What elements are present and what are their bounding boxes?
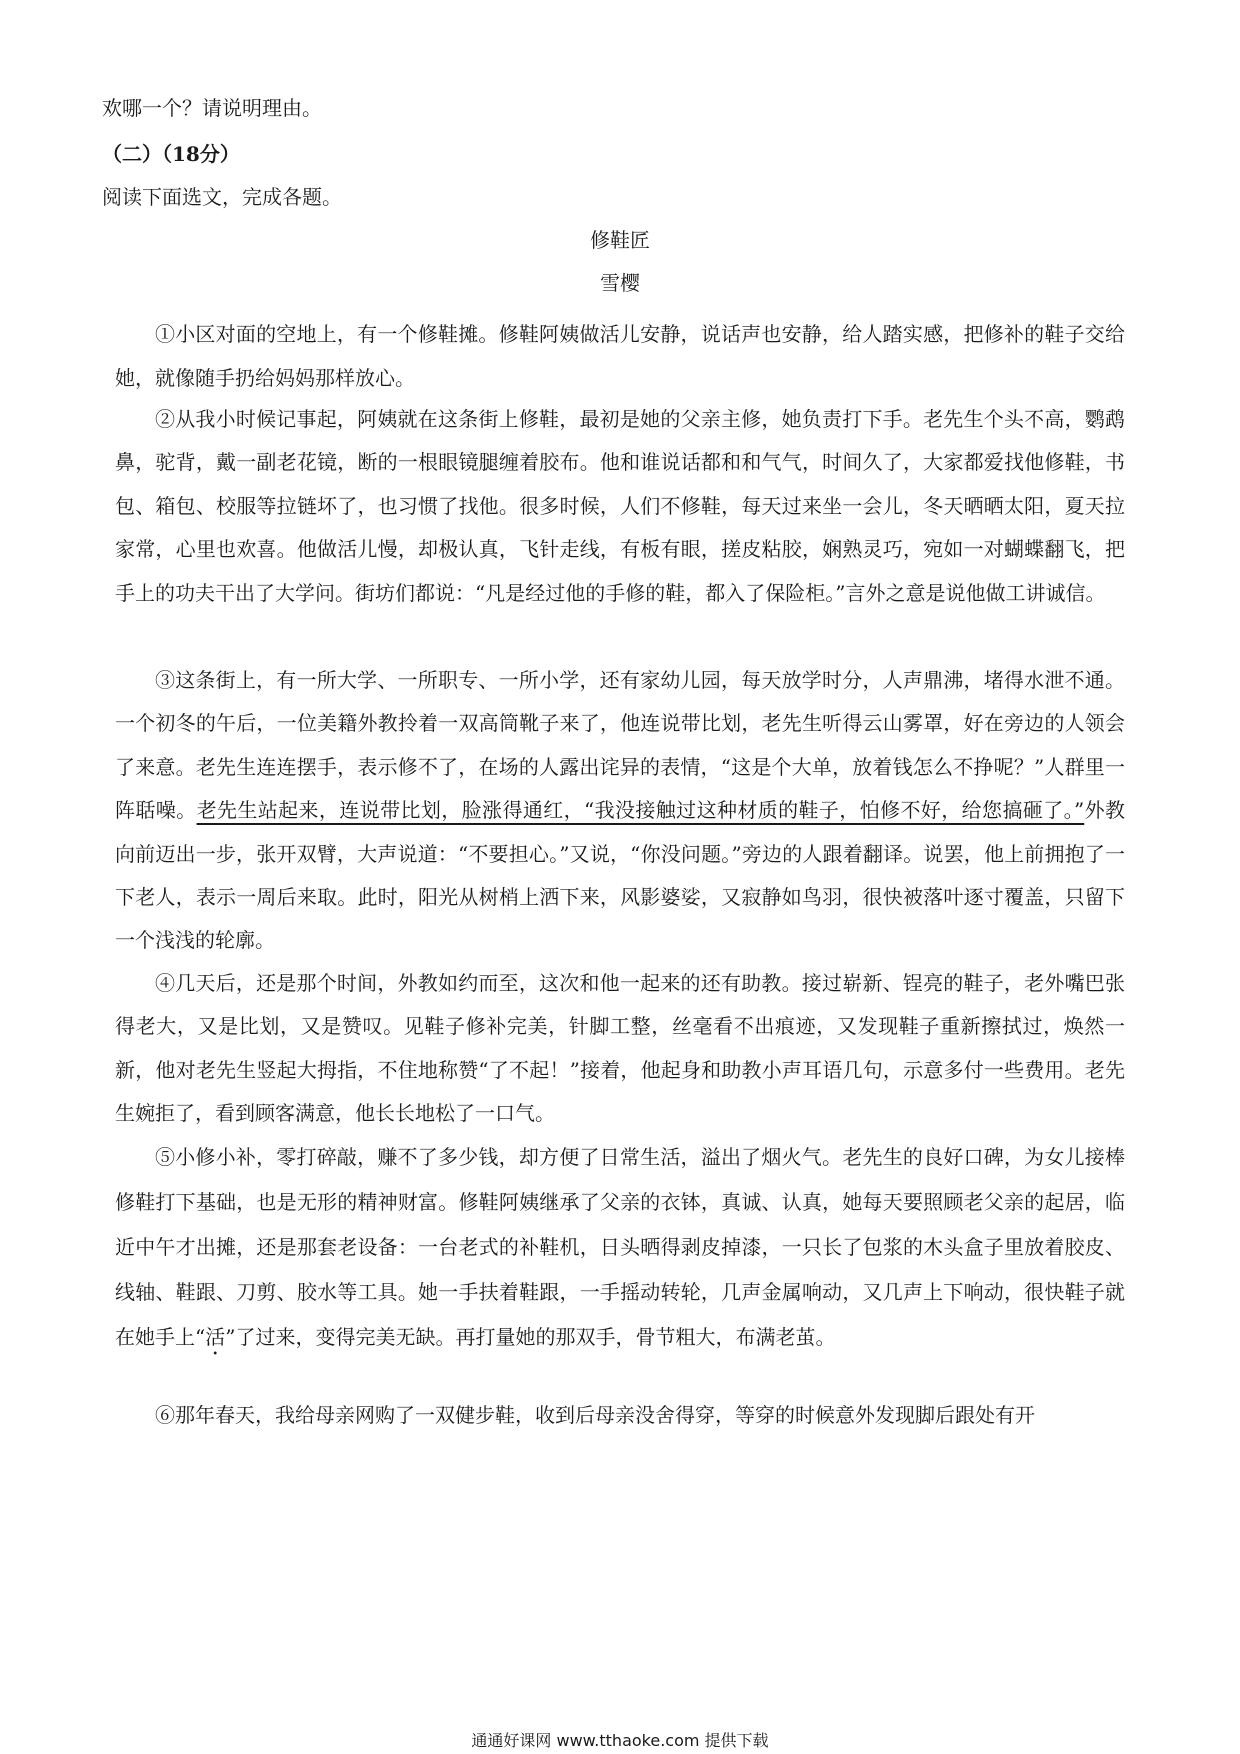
paragraph-4: ④几天后，还是那个时间，外教如约而至，这次和他一起来的还有助教。接过崭新、锃亮的鞋子，老外嘴巴张得老大，又是比划，又是赞叹。见鞋子修补完美，针脚工整，丝毫看不出痕迹，又发现鞋子重新擦拭过，焕然一新，他对老先生竖起大拇指，不住地称赞“了不起！”接着，他起身和助教小声耳语几句，示意多付一些费用。老先生婉拒了，看到顾客满意，他长长地松了一口气。: [115, 971, 1125, 1126]
paragraph-5-text-b: ”了过来，变得完美无缺。再打量她的那双手，骨节粗大，布满老茧。: [225, 1325, 836, 1349]
paragraph-1: ①小区对面的空地上，有一个修鞋摊。修鞋阿姨做活儿安静，说话声也安静，给人踏实感，把修补的鞋子交给她，就像随手扔给妈妈那样放心。: [115, 322, 1125, 390]
underlined-sentence: 老先生站起来，连说带比划，脸涨得通红，“我没接触过这种材质的鞋子，怕修不好，给您搞砸了。”: [196, 798, 1085, 823]
section-heading: （二）（18分）: [102, 142, 240, 166]
question-continuation: 欢哪一个？请说明理由。: [102, 96, 322, 120]
paragraph-3-text-b: 外教向前迈出一步，张开双臂，大声说道：“不要担心。”又说，“你没问题。”旁边的人跟着翻译。说罢，他上前拥抱了一下老人，表示一周后来取。此时，阳光从树梢上洒下来，风影婆娑，又寂静如鸟羽，很快被落叶逐寸覆盖，只留下一个浅浅的轮廓。: [115, 798, 1126, 953]
emphasized-character: 活: [205, 1325, 226, 1349]
paragraph-3: [115, 659, 1125, 963]
footer-credit: 通通好课网 www.tthaoke.com 提供下载: [471, 1731, 769, 1750]
paragraph-5: [115, 1135, 1125, 1360]
paragraph-2: ②从我小时候记事起，阿姨就在这条街上修鞋，最初是她的父亲主修，她负责打下手。老先生个头不高，鹦鹉鼻，驼背，戴一副老花镜，断的一根眼镜腿缠着胶布。他和谁说话都和和气气，时间久了，大家都爱找他修鞋，书包、箱包、校服等拉链坏了，也习惯了找他。很多时候，人们不修鞋，每天过来坐一会儿，冬天晒晒太阳，夏天拉家常，心里也欢喜。他做活儿慢，却极认真，飞针走线，有板有眼，搓皮粘胶，娴熟灵巧，宛如一对蝴蝶翻飞，把手上的功夫干出了大学问。街坊们都说：“凡是经过他的手修的鞋，都入了保险柜。”言外之意是说他做工讲诚信。: [115, 407, 1125, 605]
article-author: 雪樱: [600, 271, 640, 295]
paragraph-6: ⑥那年春天，我给母亲网购了一双健步鞋，收到后母亲没舍得穿，等穿的时候意外发现脚后跟处有开: [155, 1403, 1035, 1427]
paragraph-3-text-a: ③这条街上，有一所大学、一所职专、一所小学，还有家幼儿园，每天放学时分，人声鼎沸，堵得水泄不通。一个初冬的午后，一位美籍外教拎着一双高筒靴子来了，他连说带比划，老先生听得云山雾罩，好在旁边的人领会了来意。老先生连连摆手，表示修不了，在场的人露出诧异的表情，“这是个大单，放着钱怎么不挣呢？”人群里一阵聒噪。: [115, 668, 1125, 823]
article-title: 修鞋匠: [590, 228, 650, 252]
paragraph-5-text-a: ⑤小修小补，零打碎敲，赚不了多少钱，却方便了日常生活，溢出了烟火气。老先生的良好口碑，为女儿接棒修鞋打下基础，也是无形的精神财富。修鞋阿姨继承了父亲的衣钵，真诚、认真，她每天要照顾老父亲的起居，临近中午才出摊，还是那套老设备：一台老式的补鞋机，日头晒得剥皮掉漆，一只长了包浆的木头盒子里放着胶皮、线轴、鞋跟、刀剪、胶水等工具。她一手扶着鞋跟，一手摇动转轮，几声金属响动，又几声上下响动，很快鞋子就在她手上“: [115, 1145, 1125, 1349]
reading-instruction: 阅读下面选文，完成各题。: [102, 185, 342, 209]
